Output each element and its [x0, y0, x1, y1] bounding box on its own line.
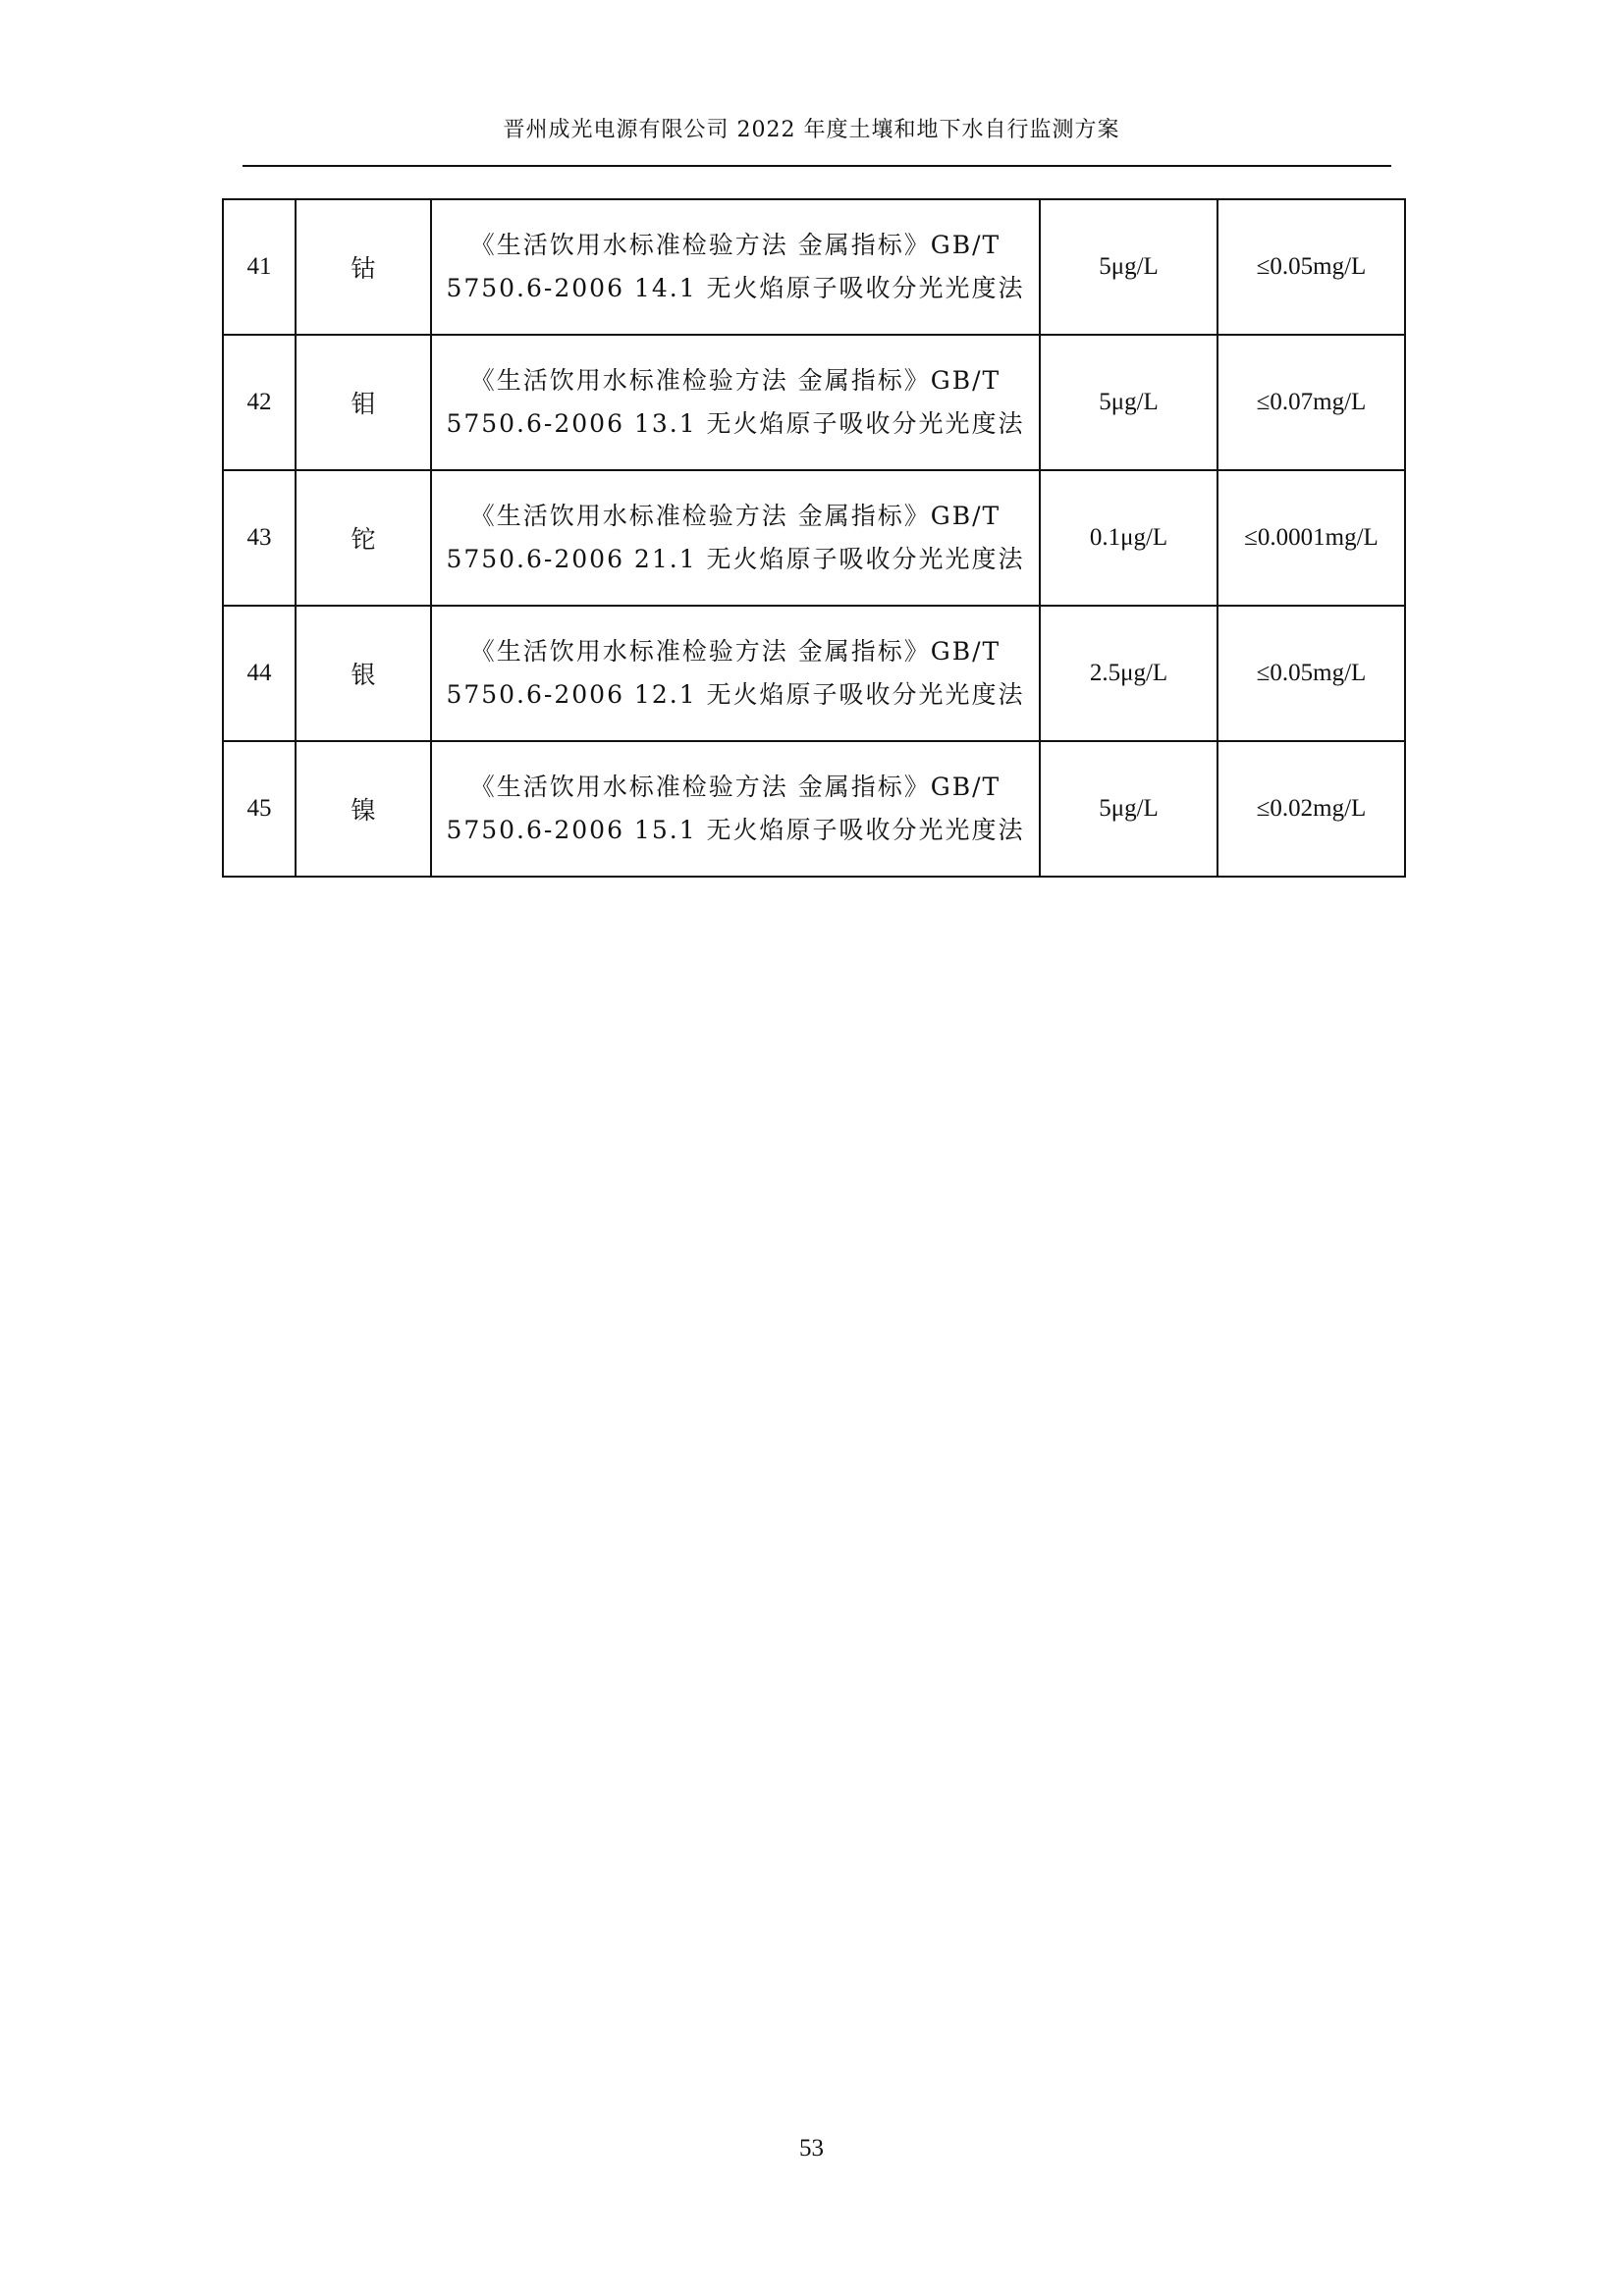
method-line-1: 《生活饮用水标准检验方法 金属指标》GB/T [469, 502, 1001, 530]
method-cell [431, 741, 1040, 877]
item-name-cell: 铊 [296, 470, 431, 606]
row-number-cell: 42 [223, 335, 296, 470]
method-line-1: 《生活饮用水标准检验方法 金属指标》GB/T [469, 773, 1001, 801]
table-row [223, 199, 1405, 335]
method-cell [431, 470, 1040, 606]
header-divider [243, 165, 1391, 167]
method-line-2: 5750.6-2006 21.1 无火焰原子吸收分光光度法 [446, 545, 1025, 573]
detection-limit-cell: 5μg/L [1040, 199, 1217, 335]
detection-limit-cell: 2.5μg/L [1040, 606, 1217, 741]
standard-value-cell: ≤0.0001mg/L [1217, 470, 1405, 606]
method-line-1: 《生活饮用水标准检验方法 金属指标》GB/T [469, 637, 1001, 666]
detection-limit-cell: 5μg/L [1040, 741, 1217, 877]
row-number-cell: 45 [223, 741, 296, 877]
standard-value-cell: ≤0.05mg/L [1217, 606, 1405, 741]
method-cell [431, 335, 1040, 470]
method-line-1: 《生活饮用水标准检验方法 金属指标》GB/T [469, 231, 1001, 259]
table-row [223, 741, 1405, 877]
table-row [223, 470, 1405, 606]
method-line-2: 5750.6-2006 15.1 无火焰原子吸收分光光度法 [446, 816, 1025, 844]
item-name-cell: 钼 [296, 335, 431, 470]
standard-value-cell: ≤0.07mg/L [1217, 335, 1405, 470]
table-row [223, 606, 1405, 741]
method-cell [431, 606, 1040, 741]
monitoring-methods-table [222, 198, 1406, 878]
row-number-cell: 41 [223, 199, 296, 335]
method-line-2: 5750.6-2006 12.1 无火焰原子吸收分光光度法 [446, 680, 1025, 709]
row-number-cell: 43 [223, 470, 296, 606]
page-header-title: 晋州成光电源有限公司 2022 年度土壤和地下水自行监测方案 [503, 118, 1120, 142]
item-name-cell: 钴 [296, 199, 431, 335]
row-number-cell: 44 [223, 606, 296, 741]
detection-limit-cell: 5μg/L [1040, 335, 1217, 470]
standard-value-cell: ≤0.02mg/L [1217, 741, 1405, 877]
page-number: 53 [799, 2135, 824, 2162]
item-name-cell: 镍 [296, 741, 431, 877]
method-cell [431, 199, 1040, 335]
detection-limit-cell: 0.1μg/L [1040, 470, 1217, 606]
table-row [223, 335, 1405, 470]
method-line-1: 《生活饮用水标准检验方法 金属指标》GB/T [469, 366, 1001, 395]
method-line-2: 5750.6-2006 14.1 无火焰原子吸收分光光度法 [446, 274, 1025, 302]
item-name-cell: 银 [296, 606, 431, 741]
method-line-2: 5750.6-2006 13.1 无火焰原子吸收分光光度法 [446, 409, 1025, 438]
standard-value-cell: ≤0.05mg/L [1217, 199, 1405, 335]
